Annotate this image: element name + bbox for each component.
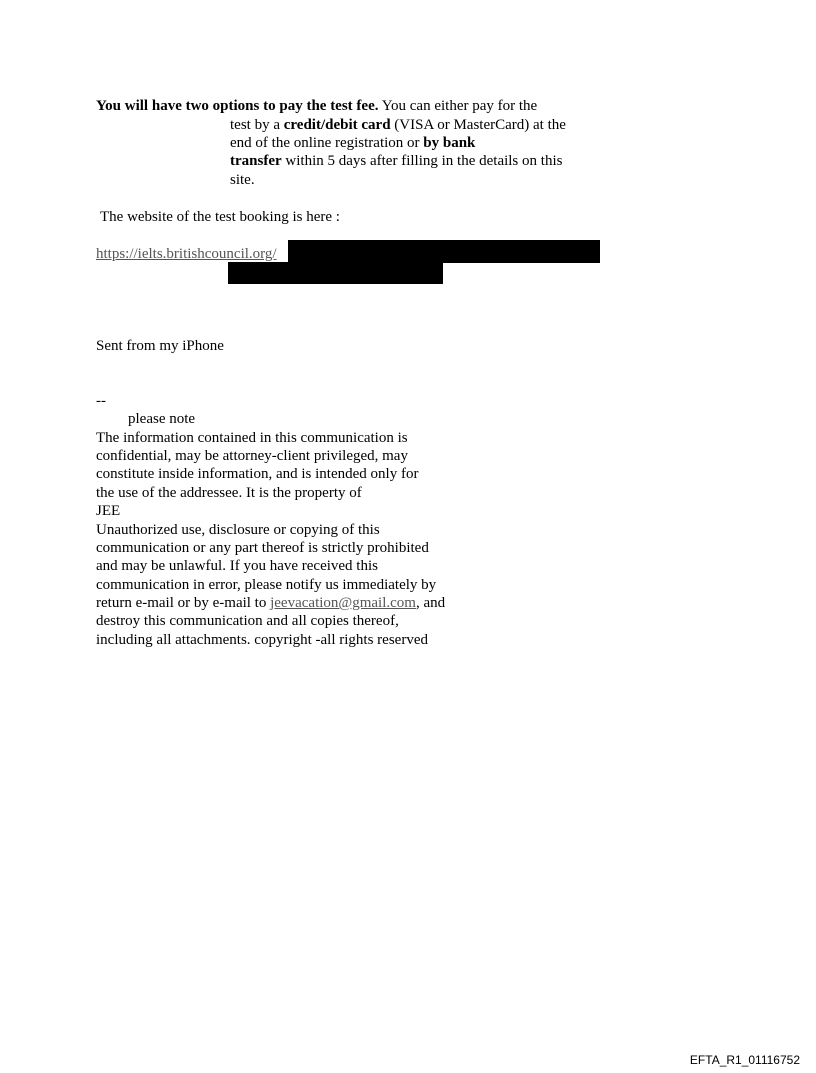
disclaimer-note: please note	[128, 411, 196, 427]
disclaimer-return-text: return e-mail or by e-mail to	[96, 595, 271, 611]
disclaimer-line: destroy this communication and all copies thereof,	[96, 613, 399, 629]
payment-line-2	[230, 116, 566, 134]
disclaimer-line: Unauthorized use, disclosure or copying of this	[96, 522, 380, 538]
booking-link-line	[96, 245, 277, 263]
payment-card-bold: credit/debit card	[283, 117, 391, 133]
disclaimer-line: constitute inside information, and is intended only for	[96, 466, 419, 482]
disclaimer-line: including all attachments. copyright -all rights reserved	[96, 632, 428, 648]
payment-line-3	[230, 134, 475, 152]
payment-line-2-rest: (VISA or MasterCard) at the	[390, 117, 566, 133]
payment-bank-bold: by bank	[423, 135, 476, 151]
disclaimer-line: communication or any part thereof is strictly prohibited	[96, 540, 429, 556]
payment-line-4	[230, 152, 562, 170]
booking-intro: The website of the test booking is here :	[100, 209, 340, 225]
payment-line-1	[96, 97, 537, 115]
payment-transfer-bold: transfer	[230, 153, 282, 169]
disclaimer-line: the use of the addressee. It is the property of	[96, 485, 362, 501]
document-id: EFTA_R1_01116752	[689, 1053, 800, 1067]
disclaimer-email-line	[96, 594, 445, 612]
disclaimer-line: confidential, may be attorney-client privileged, may	[96, 448, 408, 464]
disclaimer-return-suffix: , and	[415, 595, 446, 611]
payment-line-5: site.	[230, 172, 255, 188]
booking-url-link[interactable]: https://ielts.britishcouncil.org/	[96, 246, 277, 262]
payment-line-2-text: test by a	[230, 117, 284, 133]
payment-lead-rest: You can either pay for the	[378, 98, 538, 114]
sent-from-signature: Sent from my iPhone	[96, 338, 224, 354]
redaction-bar-1	[288, 240, 600, 263]
signature-separator: --	[96, 393, 106, 409]
disclaimer-email-link[interactable]: jeevacation@gmail.com	[270, 595, 416, 611]
disclaimer-line: JEE	[96, 503, 121, 519]
disclaimer-line: communication in error, please notify us immediately by	[96, 577, 437, 593]
redaction-bar-2	[228, 262, 443, 284]
disclaimer-line: The information contained in this communication is	[96, 430, 408, 446]
payment-lead-bold: You will have two options to pay the test fee.	[96, 98, 379, 114]
payment-line-4-rest: within 5 days after filling in the details on this	[281, 153, 563, 169]
disclaimer-line: and may be unlawful. If you have received this	[96, 558, 378, 574]
payment-line-3-text: end of the online registration or	[230, 135, 424, 151]
